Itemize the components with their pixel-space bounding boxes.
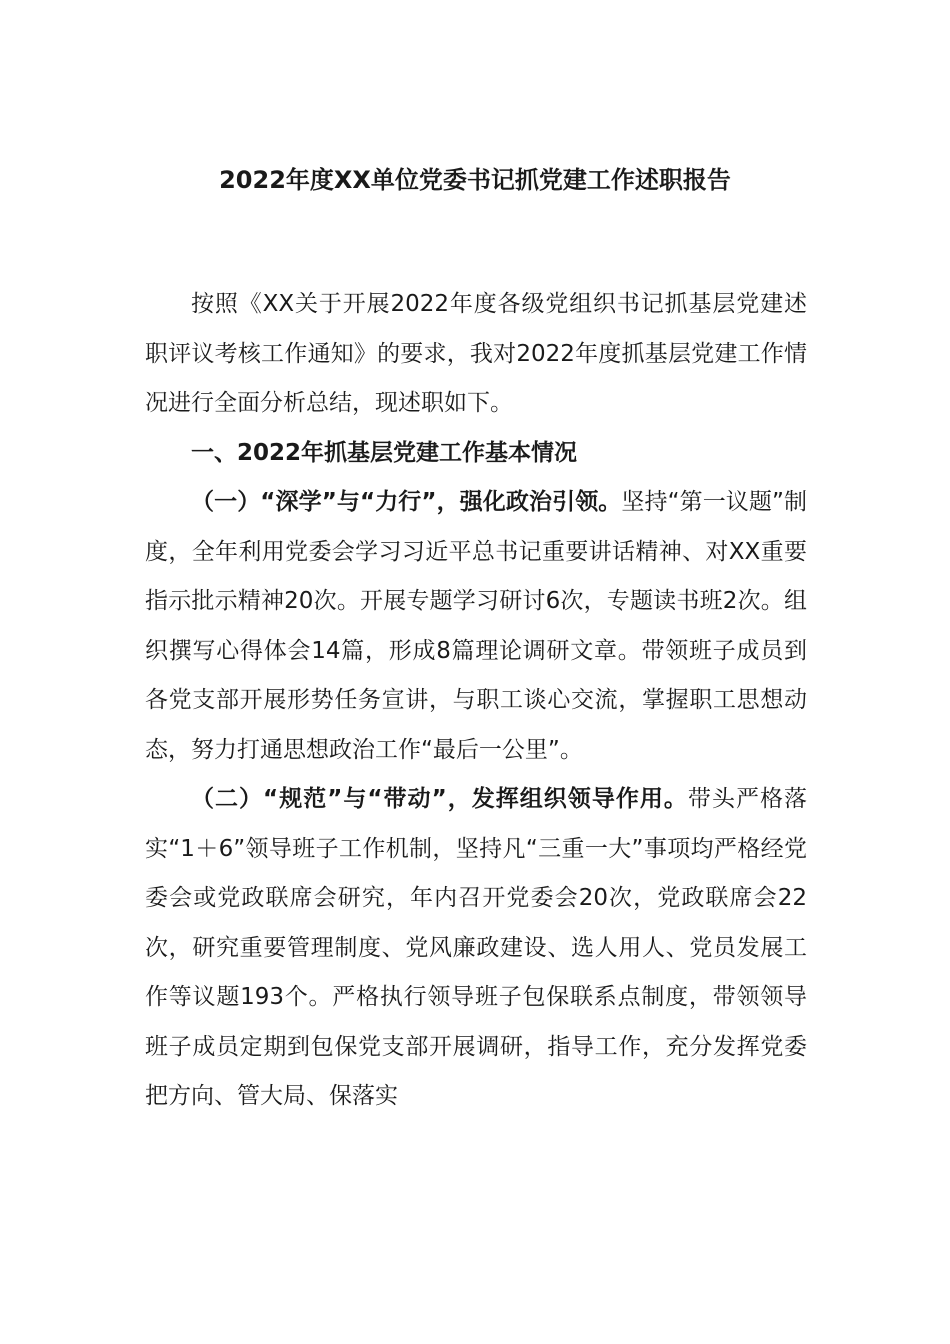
- intro-paragraph: 按照《XX关于开展2022年度各级党组织书记抓基层党建述职评议考核工作通知》的要求，我对2022年度抓基层党建工作情况进行全面分析总结，现述职如下。: [145, 291, 807, 416]
- section-heading: 一、2022年抓基层党建工作基本情况: [191, 439, 578, 466]
- document-body: [145, 280, 807, 1122]
- item-one-lead: （一）“深学”与“力行”，强化政治引领。: [191, 489, 622, 515]
- item-two-text: 带头严格落实“1＋6”领导班子工作机制，坚持凡“三重一大”事项均严格经党委会或党政联席会研究，年内召开党委会20次，党政联席会22次，研究重要管理制度、党风廉政建设、选人用人、党员发展工作等议题193个。严格执行领导班子包保联系点制度，带领领导班子成员定期到包保党支部开展调研，指导工作，充分发挥党委把方向、管大局、保落实: [145, 786, 808, 1109]
- item-one-text: 坚持“第一议题”制度，全年利用党委会学习习近平总书记重要讲话精神、对XX重要指示批示精神20次。开展专题学习研讨6次，专题读书班2次。组织撰写心得体会14篇，形成8篇理论调研文章。带领班子成员到各党支部开展形势任务宣讲，与职工谈心交流，掌握职工思想动态，努力打通思想政治工作“最后一公里”。: [145, 489, 807, 763]
- item-two-paragraph: [145, 775, 807, 1122]
- item-two-lead: （二）“规范”与“带动”，发挥组织领导作用。: [191, 786, 688, 812]
- document-title: 2022年度XX单位党委书记抓党建工作述职报告: [219, 166, 731, 194]
- item-one-paragraph: [145, 478, 807, 775]
